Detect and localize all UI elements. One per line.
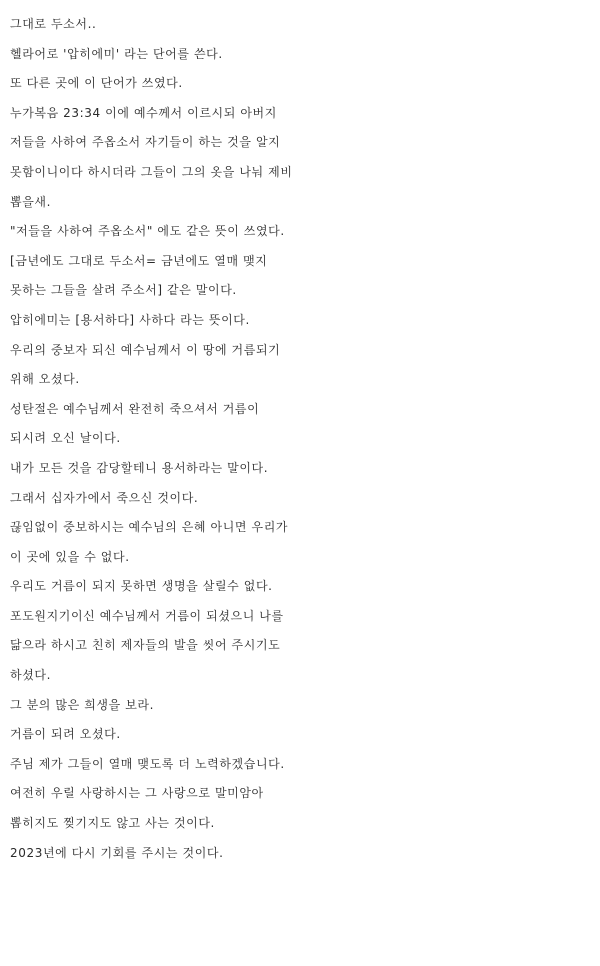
text-line: 닮으라 하시고 친히 제자들의 발을 씻어 주시기도: [10, 638, 281, 653]
text-line: [금년에도 그대로 두소서= 금년에도 열매 맺지: [10, 253, 268, 268]
text-line: 내가 모든 것을 감당할테니 용서하라는 말이다.: [10, 460, 269, 475]
text-line: 못함이니이다 하시더라 그들이 그의 옷을 나눠 제비: [10, 164, 293, 179]
text-line: 되시려 오신 날이다.: [10, 431, 121, 446]
text-line: 그 분의 많은 희생을 보라.: [10, 697, 154, 712]
text-line: 우리의 중보자 되신 예수님께서 이 땅에 거름되기: [10, 342, 281, 357]
text-line: 하셨다.: [10, 668, 51, 683]
text-line: "저들을 사하여 주옵소서" 에도 같은 뜻이 쓰였다.: [10, 224, 285, 239]
text-line: 이 곳에 있을 수 없다.: [10, 549, 130, 564]
text-line: 그대로 두소서..: [10, 17, 97, 31]
text-line: 주님 제가 그들이 열매 맺도록 더 노력하겠습니다.: [10, 756, 285, 771]
text-line: 거름이 되려 오셨다.: [10, 727, 121, 742]
text-line: 헬라어로 '압히에미' 라는 단어를 쓴다.: [10, 46, 223, 61]
text-line: 포도원지기이신 예수님께서 거름이 되셨으니 나를: [10, 608, 284, 623]
text-line: 우리도 거름이 되지 못하면 생명을 살릴수 없다.: [10, 579, 273, 594]
text-line: 뽑을새.: [10, 194, 51, 209]
text-line: 저들을 사하여 주옵소서 자기들이 하는 것을 알지: [10, 135, 281, 150]
text-line: 그래서 십자가에서 죽으신 것이다.: [10, 490, 199, 505]
text-line: 또 다른 곳에 이 단어가 쓰였다.: [10, 76, 183, 91]
text-line: 성탄절은 예수님께서 완전히 죽으셔서 거름이: [10, 401, 260, 416]
text-line: 끊임없이 중보하시는 예수님의 은혜 아니면 우리가: [10, 520, 289, 535]
text-line: 압히에미는 [용서하다] 사하다 라는 뜻이다.: [10, 312, 250, 327]
text-line: 2023년에 다시 기회를 주시는 것이다.: [10, 845, 224, 860]
text-line: 여전히 우릴 사랑하시는 그 사랑으로 말미암아: [10, 786, 264, 801]
text-line: 위해 오셨다.: [10, 372, 80, 387]
text-line: 뽑히지도 찢기지도 않고 사는 것이다.: [10, 816, 215, 831]
text-line: 누가복음 23:34 이에 예수께서 이르시되 아버지: [10, 105, 277, 120]
text-line: 못하는 그들을 살려 주소서] 같은 말이다.: [10, 283, 237, 298]
